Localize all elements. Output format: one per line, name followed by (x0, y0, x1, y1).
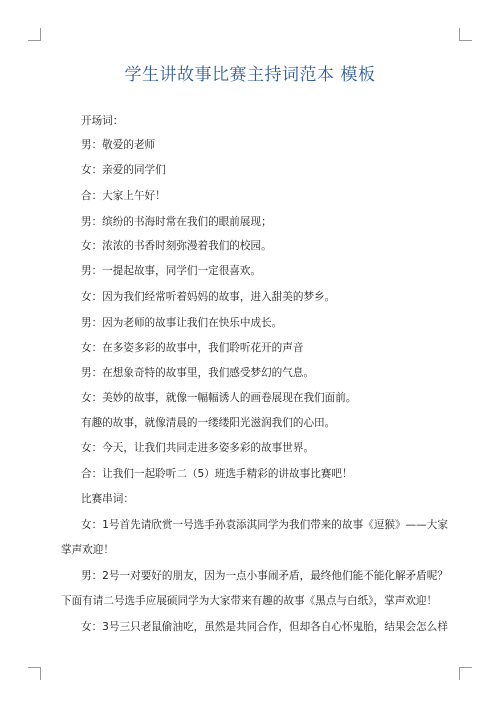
paragraph: 女：因为我们经常听着妈妈的故事，进入甜美的梦乡。 (81, 291, 336, 303)
paragraph: 女：亲爱的同学们 (81, 164, 166, 176)
paragraph: 开场词： (81, 115, 124, 127)
paragraph-continuation: 掌声欢迎！ (61, 544, 114, 556)
paragraph: 合：让我们一起聆听二（5）班选手精彩的讲故事比赛吧！ (81, 468, 353, 480)
paragraph: 合：大家上午好！ (81, 190, 166, 202)
paragraph: 男：一提起故事，同学们一定很喜欢。 (81, 265, 262, 277)
paragraph: 比赛串词： (81, 493, 134, 505)
paragraph: 女：今天，让我们共同走进多姿多彩的故事世界。 (81, 442, 315, 454)
paragraph: 男：敬爱的老师 (81, 139, 156, 151)
paragraph: 女：1号首先请欣赏一号选手孙袁添淇同学为我们带来的故事《逗猴》——大家 (81, 519, 448, 531)
paragraph: 有趣的故事，就像清晨的一缕缕阳光滋润我们的心田。 (81, 417, 336, 429)
paragraph: 女：浓浓的书香时刻弥漫着我们的校园。 (81, 240, 272, 252)
paragraph: 男：因为老师的故事让我们在快乐中成长。 (81, 317, 283, 329)
document-title: 学生讲故事比赛主持词范本 模板 (124, 65, 376, 85)
paragraph: 男：在想象奇特的故事里，我们感受梦幻的气息。 (81, 367, 315, 379)
paragraph: 男：缤纷的书海时常在我们的眼前展现； (81, 216, 272, 228)
paragraph: 女：3号三只老鼠偷油吃，虽然是共同合作，但却各自心怀鬼胎，结果会怎么样 (81, 621, 448, 633)
paragraph: 女：在多姿多彩的故事中，我们聆听花开的声音 (81, 342, 304, 354)
paragraph: 女：美妙的故事，就像一幅幅诱人的画卷展现在我们面前。 (81, 392, 357, 404)
paragraph-continuation: 下面有请二号选手应展硕同学为大家带来有趣的故事《黑点与白纸》，掌声欢迎！ (61, 595, 438, 607)
paragraph: 男：2号一对要好的朋友，因为一点小事闹矛盾，最终他们能不能化解矛盾呢？ (81, 570, 448, 582)
